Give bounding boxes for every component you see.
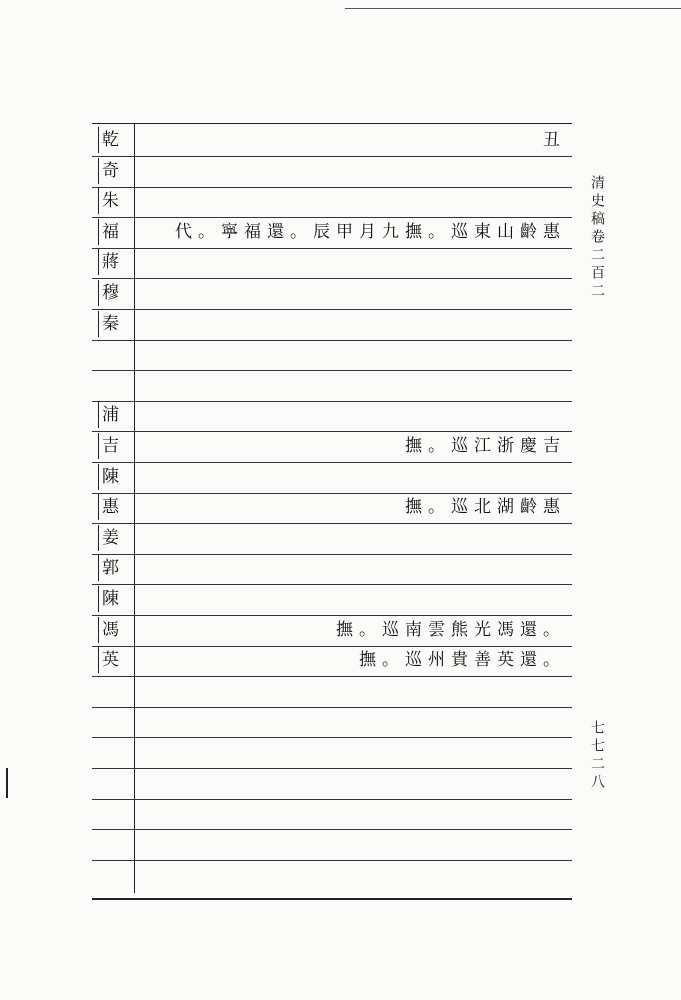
- row-name-cell: 馮: [98, 617, 134, 643]
- row-name-cell: 蔣: [98, 249, 134, 275]
- row-name-cell: 陳: [98, 586, 134, 612]
- running-title: 清史稿卷二百二: [589, 175, 605, 301]
- table-row: [92, 309, 572, 341]
- row-entry-cell: 丑: [543, 130, 566, 150]
- row-name-cell: [98, 739, 134, 765]
- table-row: [92, 676, 572, 708]
- row-name-cell: [98, 678, 134, 704]
- table-row: [92, 645, 572, 677]
- row-name-cell: [98, 770, 134, 796]
- row-name-cell: 穆: [98, 280, 134, 306]
- row-name-cell: [98, 341, 134, 367]
- table-row: [92, 217, 572, 249]
- row-entry-cell: 撫。巡江浙慶吉: [405, 436, 566, 456]
- row-name-cell: 郭: [98, 555, 134, 581]
- row-name-cell: [98, 800, 134, 826]
- table-row: [92, 339, 572, 371]
- row-entry-cell: 代。寧福還。辰甲月九撫。巡東山齡惠: [175, 221, 566, 242]
- table-bottom-border: [92, 898, 572, 900]
- table-row: [92, 370, 572, 402]
- row-name-cell: 浦: [98, 402, 134, 428]
- table-row: [92, 492, 572, 524]
- row-name-cell: 福: [98, 219, 134, 245]
- row-name-cell: 乾: [98, 127, 134, 153]
- row-name-cell: [98, 831, 134, 857]
- row-name-cell: 吉: [98, 433, 134, 459]
- table-row: [92, 615, 572, 647]
- table-row: [92, 278, 572, 310]
- table-row: [92, 706, 572, 738]
- table-row: [92, 125, 572, 157]
- table-row: [92, 247, 572, 279]
- row-name-cell: 英: [98, 647, 134, 673]
- scan-mark: [6, 768, 8, 798]
- page-number: 七七二八: [589, 720, 605, 792]
- row-entry-cell: 撫。巡州貴善英還。: [359, 650, 566, 671]
- table-row: [92, 431, 572, 463]
- table-row: [92, 829, 572, 861]
- row-name-cell: 朱: [98, 188, 134, 214]
- row-name-cell: [98, 708, 134, 734]
- table-row: [92, 553, 572, 585]
- row-entry-cell: 撫。巡南雲熊光馮還。: [336, 619, 566, 640]
- table-row: [92, 584, 572, 616]
- table-row: [92, 523, 572, 555]
- table-row: [92, 462, 572, 494]
- table-row: [92, 768, 572, 800]
- table-top-border: [92, 123, 572, 124]
- table-row: [92, 186, 572, 218]
- row-name-cell: 秦: [98, 311, 134, 337]
- table-row: [92, 798, 572, 830]
- row-entry-cell: 撫。巡北湖齡惠: [405, 497, 566, 518]
- row-name-cell: 奇: [98, 158, 134, 184]
- row-name-cell: [98, 372, 134, 398]
- row-name-cell: 姜: [98, 525, 134, 551]
- table-row: [92, 156, 572, 188]
- table-row: [92, 400, 572, 432]
- row-name-cell: 陳: [98, 464, 134, 490]
- table-row: [92, 737, 572, 769]
- row-name-cell: 惠: [98, 494, 134, 520]
- top-scan-line: [345, 8, 681, 9]
